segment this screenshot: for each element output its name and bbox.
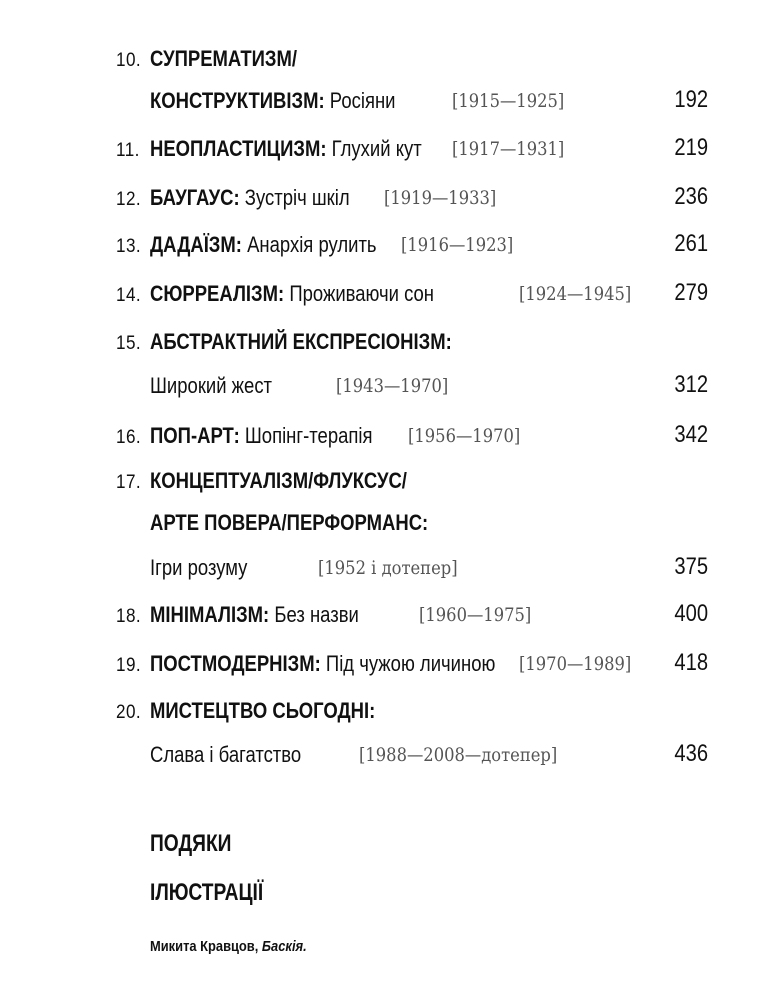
toc-title [150, 136, 422, 162]
toc-title [150, 742, 301, 768]
toc-number: 11. [116, 140, 140, 161]
toc-line [0, 42, 765, 78]
toc-number: 10. [116, 50, 142, 71]
toc-title [150, 185, 350, 211]
toc-title-bold: НЕОПЛАСТИЦИЗМ: [150, 136, 327, 161]
toc-number: 16. [116, 427, 142, 448]
toc-title-bold: ПОП-АРТ: [150, 423, 240, 448]
toc-dates: [1970—1989] [519, 653, 632, 675]
toc-line [0, 419, 765, 455]
toc-page-number: 400 [674, 600, 708, 627]
toc-title [150, 555, 247, 581]
toc-title [150, 46, 297, 72]
toc-subtitle: Слава і багатство [150, 742, 302, 767]
toc-title [150, 602, 359, 628]
toc-subtitle: Шопінг-терапія [239, 423, 373, 448]
toc-number: 18. [116, 606, 142, 627]
toc-dates: [1919—1933] [384, 187, 497, 209]
toc-dates: [1943—1970] [336, 375, 449, 397]
toc-number: 20. [116, 702, 142, 723]
toc-page-number: 261 [674, 230, 708, 257]
toc-title-bold: ПОСТМОДЕРНІЗМ: [150, 651, 321, 676]
toc-subtitle: Глухий кут [326, 136, 422, 161]
toc-line [0, 464, 765, 500]
toc-page-number: 236 [674, 183, 708, 210]
toc-number: 12. [116, 189, 142, 210]
toc-title [150, 510, 428, 536]
toc-line [0, 369, 765, 405]
toc-subtitle: Зустріч шкіл [239, 185, 350, 210]
toc-dates: [1916—1923] [401, 234, 514, 256]
toc-line [0, 228, 765, 264]
toc-dates: [1956—1970] [408, 425, 521, 447]
toc-title-bold: АРТЕ ПОВЕРА/ПЕРФОРМАНС: [150, 510, 429, 535]
toc-number: 19. [116, 655, 142, 676]
toc-subtitle: Під чужою личиною [320, 651, 496, 676]
toc-title-bold: КОНСТРУКТИВІЗМ: [150, 88, 325, 113]
acknowledgements-heading: ПОДЯКИ [150, 830, 232, 857]
toc-subtitle: Широкий жест [150, 373, 273, 398]
toc-subtitle: Росіяни [324, 88, 396, 113]
toc-title [150, 329, 452, 355]
toc-number: 17. [116, 472, 142, 493]
toc-line [0, 738, 765, 774]
toc-title-bold: БАУГАУС: [150, 185, 240, 210]
toc-line [0, 506, 765, 542]
toc-subtitle: Ігри розуму [150, 555, 248, 580]
toc-line [0, 84, 765, 120]
toc-dates: [1952 і дотепер] [318, 557, 458, 579]
toc-title-bold: КОНЦЕПТУАЛІЗМ/ФЛУКСУС/ [150, 468, 407, 493]
credit-author: Микита Кравцов, [150, 938, 259, 955]
toc-title-bold: СУПРЕМАТИЗМ/ [150, 46, 298, 71]
toc-page-number: 219 [674, 134, 708, 161]
toc-title [150, 651, 495, 677]
toc-dates: [1915—1925] [452, 90, 565, 112]
toc-page-number: 312 [674, 371, 708, 398]
toc-subtitle: Проживаючи сон [284, 281, 434, 306]
toc-title [150, 281, 434, 307]
toc-dates: [1960—1975] [419, 604, 532, 626]
toc-title [150, 232, 377, 258]
toc-page-number: 375 [674, 553, 708, 580]
toc-title-bold: СЮРРЕАЛІЗМ: [150, 281, 285, 306]
toc-line [0, 132, 765, 168]
toc-dates: [1988—2008—дотепер] [359, 744, 558, 766]
toc-line [0, 325, 765, 361]
toc-title [150, 698, 375, 724]
credit-work: Баскія. [261, 938, 307, 955]
toc-line [0, 277, 765, 313]
toc-number: 15. [116, 333, 142, 354]
toc-dates: [1917—1931] [452, 138, 565, 160]
toc-title [150, 88, 395, 114]
toc-line [0, 181, 765, 217]
toc-line [0, 694, 765, 730]
toc-dates: [1924—1945] [519, 283, 632, 305]
toc-subtitle: Без назви [269, 602, 359, 627]
toc-line [0, 598, 765, 634]
toc-title [150, 468, 407, 494]
toc-line [0, 551, 765, 587]
toc-page-number: 279 [674, 279, 708, 306]
toc-line [0, 647, 765, 683]
toc-number: 14. [116, 285, 142, 306]
toc-title-bold: АБСТРАКТНИЙ ЕКСПРЕСІОНІЗМ: [150, 329, 452, 354]
toc-number: 13. [116, 236, 142, 257]
toc-page-number: 418 [674, 649, 708, 676]
toc-title [150, 373, 272, 399]
toc-subtitle: Анархія рулить [241, 232, 377, 257]
cover-credit [150, 938, 307, 955]
toc-title-bold: МИСТЕЦТВО СЬОГОДНІ: [150, 698, 376, 723]
toc-title-bold: МІНІМАЛІЗМ: [150, 602, 270, 627]
toc-page-number: 192 [674, 86, 708, 113]
illustrations-heading: ІЛЮСТРАЦІЇ [150, 879, 264, 906]
toc-page-number: 342 [674, 421, 708, 448]
toc-page-number: 436 [674, 740, 708, 767]
toc-title-bold: ДАДАЇЗМ: [150, 232, 242, 257]
toc-title [150, 423, 372, 449]
